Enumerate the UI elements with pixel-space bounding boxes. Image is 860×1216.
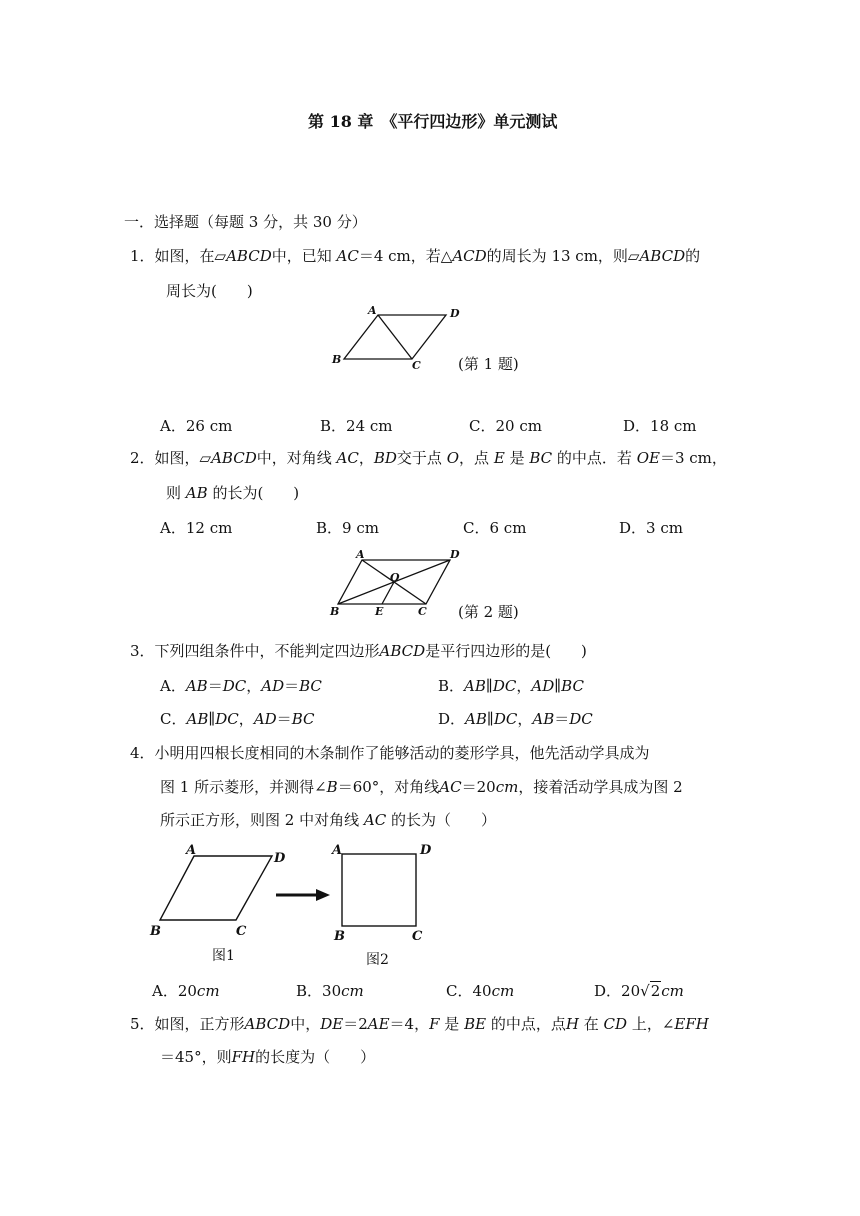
question-4-option-d[interactable]: D．20√2cm (594, 982, 684, 1000)
question-2-text-line2: 则 AB 的长为( ) (166, 484, 300, 502)
fig1-caption: 图1 (212, 948, 235, 964)
fig2-point-d: D (420, 843, 432, 858)
question-5-text-line2: ＝45°，则FH的长度为（ ） (160, 1048, 376, 1066)
fig1-point-a: A (186, 843, 197, 858)
arrow-right-icon (316, 889, 330, 901)
question-1-figure (330, 305, 460, 375)
question-4-text-line2: 图 1 所示菱形，并测得∠B＝60°，对角线AC＝20cm，接着活动学具成为图 2 (160, 778, 683, 796)
point-label-c: C (418, 605, 427, 618)
question-3-option-c[interactable]: C．AB∥DC，AD＝BC (160, 710, 315, 728)
point-label-e: E (375, 605, 384, 618)
question-1-option-a[interactable]: A．26 cm (160, 417, 233, 435)
question-2-option-b[interactable]: B．9 cm (316, 519, 379, 537)
question-3-option-b[interactable]: B．AB∥DC，AD∥BC (438, 677, 584, 695)
point-label-a: A (356, 548, 365, 561)
question-3-option-d[interactable]: D．AB∥DC，AB＝DC (438, 710, 593, 728)
point-label-a: A (368, 305, 377, 317)
point-label-b: B (330, 605, 340, 618)
sqrt-symbol: √2 (640, 982, 661, 1000)
question-1-text: 1．如图，在▱ABCD中，已知 AC＝4 cm，若△ACD的周长为 13 cm，则▱ABCD的 (130, 247, 701, 265)
question-3-option-a[interactable]: A．AB＝DC，AD＝BC (160, 677, 322, 695)
parallelogram-icon: ▱ (214, 247, 227, 265)
fig1-point-d: D (274, 851, 286, 866)
question-2-figure-label: (第 2 题) (458, 603, 519, 621)
point-label-c: C (412, 359, 421, 372)
question-4-text-line3: 所示正方形，则图 2 中对角线 AC 的长为（ ） (160, 811, 496, 829)
question-5-text: 5．如图，正方形ABCD中，DE＝2AE＝4，F 是 BE 的中点，点H 在 CD 上，∠EFH (130, 1015, 709, 1033)
question-4-option-b[interactable]: B．30cm (296, 982, 364, 1000)
point-label-o: O (390, 571, 400, 584)
question-1-option-d[interactable]: D．18 cm (623, 417, 697, 435)
question-2-text: 2．如图，▱ABCD中，对角线 AC，BD交于点 O，点 E 是 BC 的中点．若 OE＝3 cm， (130, 449, 727, 467)
fig1-point-b: B (150, 924, 161, 939)
question-1-option-b[interactable]: B．24 cm (320, 417, 393, 435)
question-4-option-c[interactable]: C．40cm (446, 982, 515, 1000)
question-4-option-a[interactable]: A．20cm (152, 982, 220, 1000)
page-title: 第 18 章 《平行四边形》单元测试 (308, 112, 558, 131)
fig2-point-c: C (412, 929, 423, 944)
fig2-point-b: B (334, 929, 345, 944)
question-2-option-c[interactable]: C．6 cm (463, 519, 527, 537)
point-label-b: B (332, 353, 342, 366)
point-label-d: D (450, 307, 460, 320)
fig1-point-c: C (236, 924, 247, 939)
question-1-text-line2: 周长为( ) (166, 282, 253, 300)
question-4-text: 4．小明用四根长度相同的木条制作了能够活动的菱形学具，他先活动学具成为 (130, 744, 650, 762)
point-label-d: D (450, 548, 460, 561)
question-2-option-a[interactable]: A．12 cm (160, 519, 233, 537)
parallelogram-icon: ▱ (627, 247, 640, 265)
question-3-text: 3．下列四组条件中，不能判定四边形ABCD是平行四边形的是( ) (130, 642, 587, 660)
question-1-option-c[interactable]: C．20 cm (469, 417, 542, 435)
question-4-figure (148, 838, 458, 970)
question-1-figure-label: (第 1 题) (458, 355, 519, 373)
fig2-point-a: A (332, 843, 343, 858)
fig2-caption: 图2 (366, 952, 389, 968)
parallelogram-icon: ▱ (199, 449, 212, 467)
question-2-figure (326, 548, 466, 620)
question-2-option-d[interactable]: D．3 cm (619, 519, 683, 537)
section-heading: 一．选择题（每题 3 分，共 30 分） (124, 213, 367, 231)
